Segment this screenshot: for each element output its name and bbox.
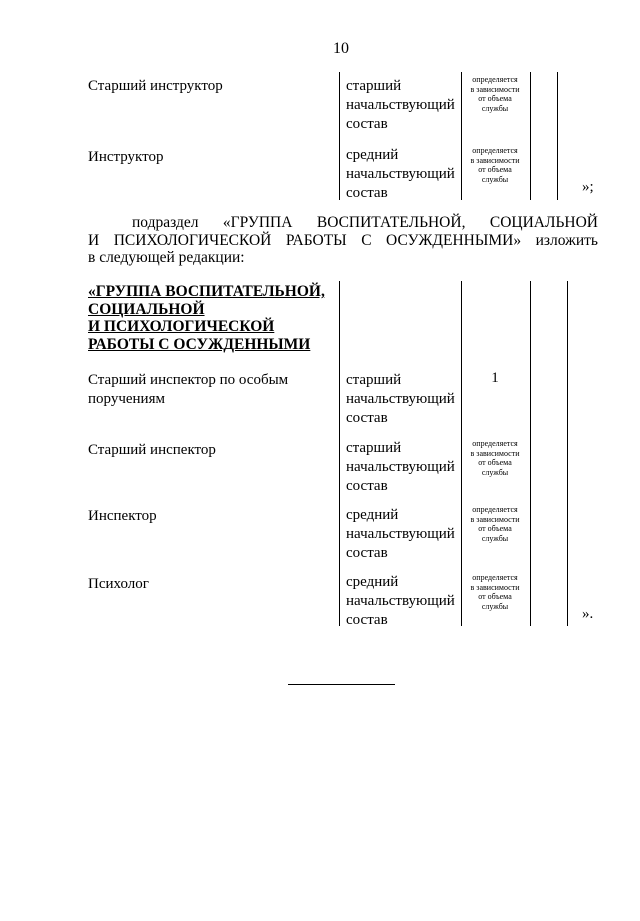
position-title: Старший инспектор xyxy=(88,442,216,458)
staff-quantity-note: определяется в зависимости от объема службы xyxy=(470,573,520,611)
staff-category: средний начальствующий состав xyxy=(346,574,455,628)
position-title: Психолог xyxy=(88,576,149,592)
staff-category: старший начальствующий состав xyxy=(346,372,455,426)
table-top-rule xyxy=(557,72,558,200)
page-number: 10 xyxy=(333,40,349,57)
staff-quantity-note: определяется в зависимости от объема службы xyxy=(470,75,520,113)
staff-category: старший начальствующий состав xyxy=(346,78,455,132)
staff-category: средний начальствующий состав xyxy=(346,147,455,201)
position-title: Старший инструктор xyxy=(88,78,223,94)
staff-quantity-note: определяется в зависимости от объема службы xyxy=(470,439,520,477)
section-heading: «ГРУППА ВОСПИТАТЕЛЬНОЙ, СОЦИАЛЬНОЙ И ПСИХОЛОГИЧЕСКОЙ РАБОТЫ С ОСУЖДЕННЫМИ xyxy=(88,283,325,353)
closing-quote: »; xyxy=(582,179,594,195)
staff-category: старший начальствующий состав xyxy=(346,440,455,494)
footer-rule xyxy=(288,684,395,685)
staff-quantity-note: определяется в зависимости от объема службы xyxy=(470,146,520,184)
position-title: Инструктор xyxy=(88,149,164,165)
staff-category: средний начальствующий состав xyxy=(346,507,455,561)
staff-quantity: 1 xyxy=(491,370,499,386)
table-bottom-rule xyxy=(567,281,568,626)
table-bottom-rule xyxy=(530,281,531,626)
table-top-rule xyxy=(339,72,340,200)
position-title: Инспектор xyxy=(88,508,157,524)
table-bottom-rule xyxy=(339,281,340,626)
staff-quantity-note: определяется в зависимости от объема службы xyxy=(470,505,520,543)
position-title: Старший инспектор по особым поручениям xyxy=(88,372,289,407)
table-top-rule xyxy=(530,72,531,200)
closing-quote: ». xyxy=(582,606,594,622)
amendment-paragraph: подраздел «ГРУППА ВОСПИТАТЕЛЬНОЙ, СОЦИАЛЬНОЙ И ПСИХОЛОГИЧЕСКОЙ РАБОТЫ С ОСУЖДЕННЫМИ» изложить в следующей редакции: xyxy=(88,214,598,266)
